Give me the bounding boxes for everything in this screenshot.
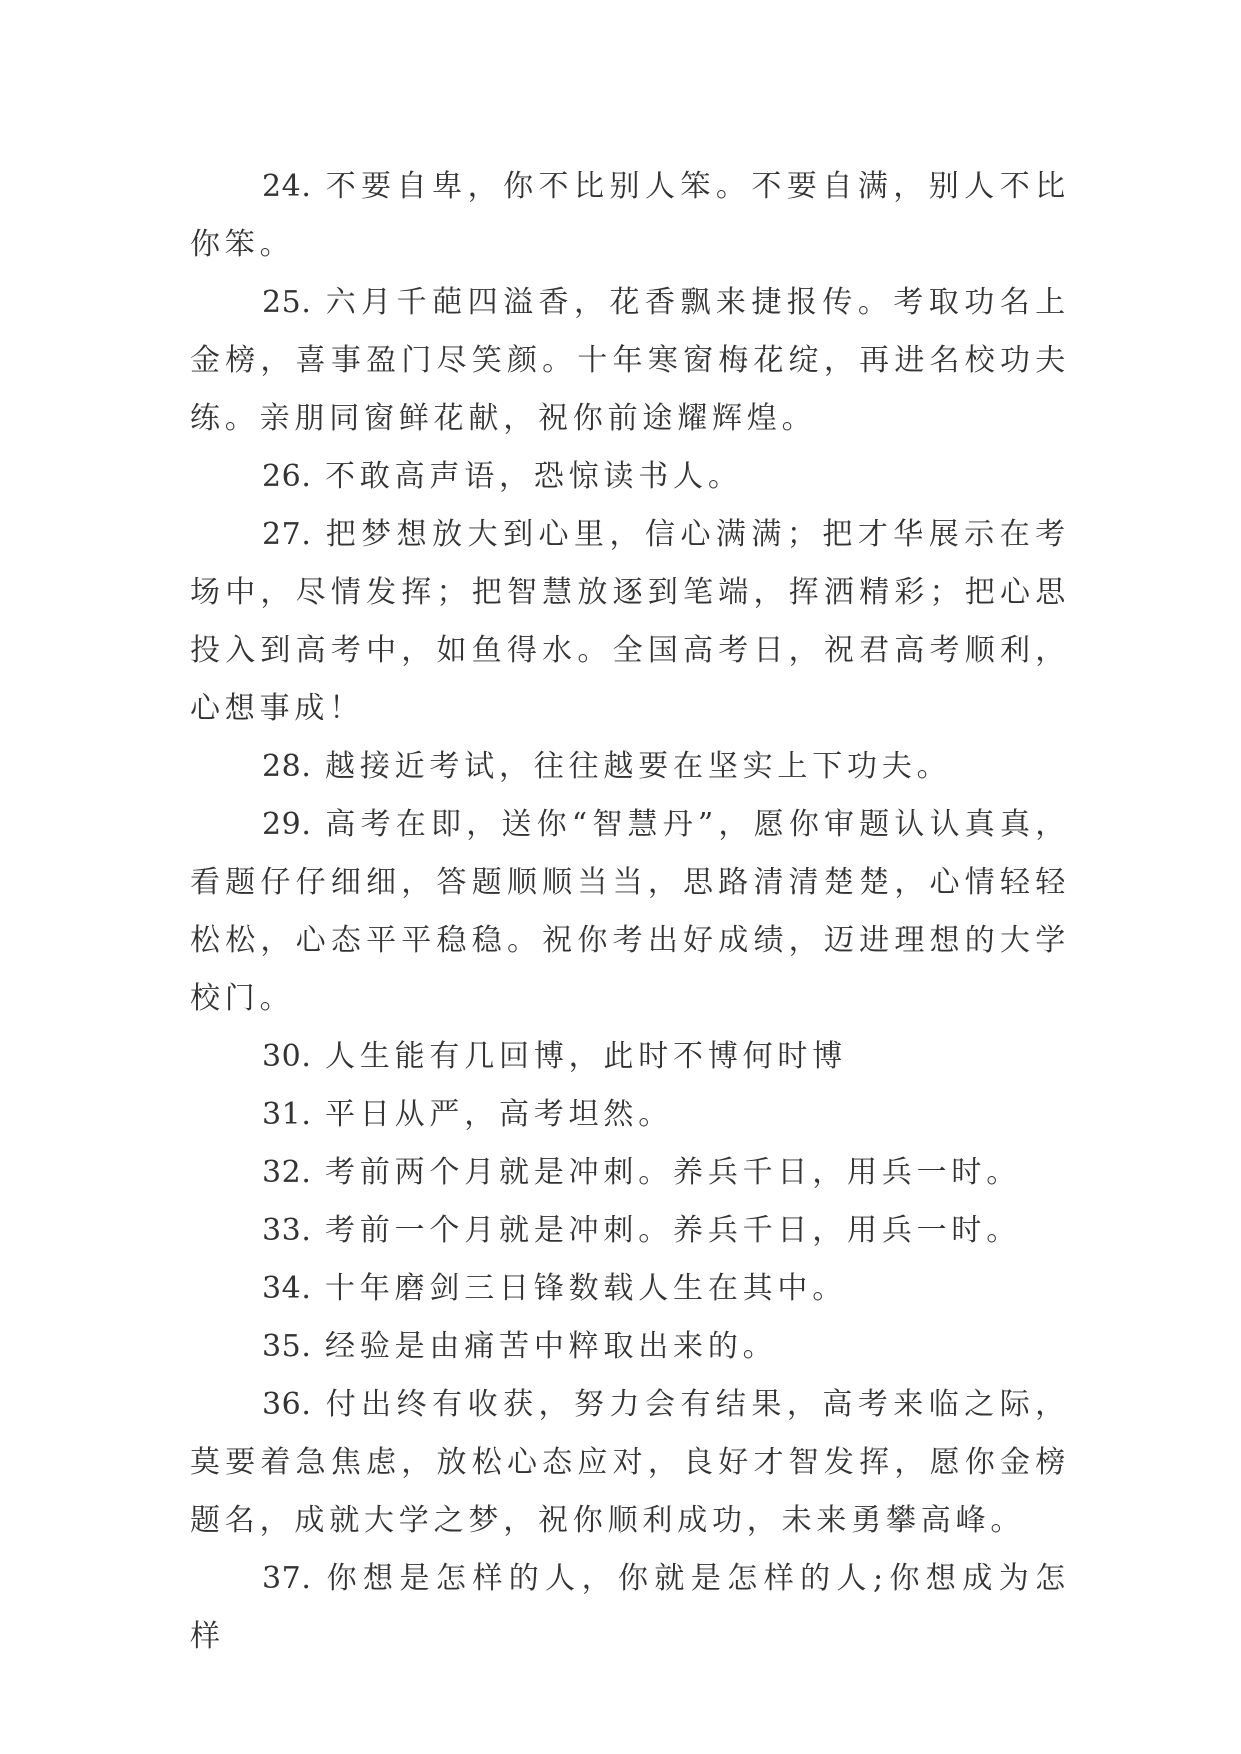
paragraph-36	[190, 1376, 1070, 1550]
paragraph-text: 考前两个月就是冲刺。养兵千日，用兵一时。	[325, 1155, 1022, 1190]
paragraph-text: 考前一个月就是冲刺。养兵千日，用兵一时。	[325, 1213, 1022, 1248]
paragraph-number: 28.	[262, 749, 312, 784]
paragraph-31	[190, 1086, 1070, 1144]
paragraph-number: 32.	[262, 1155, 312, 1190]
paragraph-text: 高考在即，送你“智慧丹”，愿你审题认认真真，看题仔仔细细，答题顺顺当当，思路清清楚楚，心情轻轻松松，心态平平稳稳。祝你考出好成绩，迈进理想的大学校门。	[190, 807, 1070, 1016]
paragraph-30	[190, 1028, 1070, 1086]
paragraph-text: 把梦想放大到心里，信心满满；把才华展示在考场中，尽情发挥；把智慧放逐到笔端，挥洒精彩；把心思投入到高考中，如鱼得水。全国高考日，祝君高考顺利，心想事成！	[190, 517, 1070, 726]
paragraph-number: 25.	[262, 285, 312, 320]
paragraph-number: 27.	[262, 517, 312, 552]
paragraph-28	[190, 738, 1070, 796]
document-body	[190, 158, 1070, 1666]
paragraph-number: 24.	[262, 169, 312, 204]
paragraph-number: 34.	[262, 1271, 312, 1306]
paragraph-33	[190, 1202, 1070, 1260]
paragraph-number: 30.	[262, 1039, 312, 1074]
paragraph-32	[190, 1144, 1070, 1202]
paragraph-35	[190, 1318, 1070, 1376]
paragraph-number: 26.	[262, 459, 312, 494]
paragraph-number: 35.	[262, 1329, 312, 1364]
paragraph-text: 人生能有几回博，此时不博何时博	[325, 1039, 848, 1074]
paragraph-text: 十年磨剑三日锋数载人生在其中。	[325, 1271, 848, 1306]
paragraph-text: 不敢高声语，恐惊读书人。	[325, 459, 743, 494]
paragraph-27	[190, 506, 1070, 738]
paragraph-25	[190, 274, 1070, 448]
paragraph-37	[190, 1550, 1070, 1666]
paragraph-number: 29.	[262, 807, 312, 842]
paragraph-number: 33.	[262, 1213, 312, 1248]
paragraph-34	[190, 1260, 1070, 1318]
paragraph-number: 36.	[262, 1387, 312, 1422]
paragraph-text: 你想是怎样的人，你就是怎样的人;你想成为怎样	[190, 1561, 1070, 1654]
paragraph-24	[190, 158, 1070, 274]
paragraph-text: 六月千葩四溢香，花香飘来捷报传。考取功名上金榜，喜事盈门尽笑颜。十年寒窗梅花绽，再进名校功夫练。亲朋同窗鲜花献，祝你前途耀辉煌。	[190, 285, 1070, 436]
paragraph-26	[190, 448, 1070, 506]
paragraph-text: 平日从严，高考坦然。	[325, 1097, 674, 1132]
paragraph-text: 付出终有收获，努力会有结果，高考来临之际，莫要着急焦虑，放松心态应对，良好才智发挥，愿你金榜题名，成就大学之梦，祝你顺利成功，未来勇攀高峰。	[190, 1387, 1070, 1538]
paragraph-number: 37.	[262, 1561, 312, 1596]
paragraph-29	[190, 796, 1070, 1028]
paragraph-text: 越接近考试，往往越要在坚实上下功夫。	[325, 749, 952, 784]
paragraph-text: 经验是由痛苦中粹取出来的。	[325, 1329, 778, 1364]
paragraph-number: 31.	[262, 1097, 312, 1132]
paragraph-text: 不要自卑，你不比别人笨。不要自满，别人不比你笨。	[190, 169, 1070, 262]
